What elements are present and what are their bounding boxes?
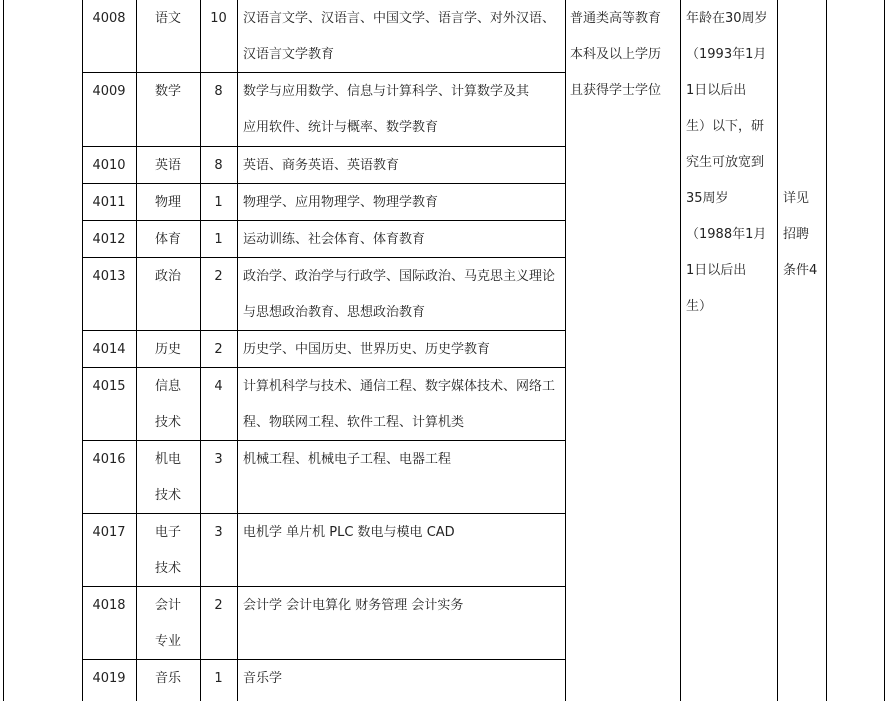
row-divider [82,146,565,147]
subject-cell: 电子 [154,525,181,540]
education-line: 且获得学士学位 [570,83,662,98]
row-divider [82,586,565,587]
other-line: 条件4 [783,263,818,278]
subject-cell: 技术 [154,415,181,430]
major-cell: 应用软件、统计与概率、数学教育 [243,120,439,135]
age-line: 35周岁 [686,191,729,206]
subject-cell: 专业 [154,634,181,649]
major-cell: 汉语言文学、汉语言、中国文学、语言学、对外汉语、 [243,11,556,26]
position-code-cell: 4018 [92,598,126,613]
major-cell: 程、物联网工程、软件工程、计算机类 [243,415,465,430]
column-divider [82,0,83,701]
subject-cell: 历史 [154,342,181,357]
headcount-cell: 8 [214,84,223,99]
headcount-cell: 4 [214,379,223,394]
major-cell: 会计学 会计电算化 财务管理 会计实务 [243,598,464,613]
major-cell: 音乐学 [243,671,283,686]
subject-cell: 会计 [154,598,181,613]
subject-cell: 英语 [154,158,181,173]
headcount-cell: 1 [214,232,223,247]
subject-cell: 技术 [154,488,181,503]
row-divider [82,440,565,441]
subject-cell: 数学 [154,84,181,99]
major-cell: 物理学、应用物理学、物理学教育 [243,195,439,210]
position-code-cell: 4015 [92,379,126,394]
column-divider [136,0,137,701]
major-cell: 历史学、中国历史、世界历史、历史学教育 [243,342,491,357]
headcount-cell: 2 [214,598,223,613]
row-divider [82,183,565,184]
row-divider [82,330,565,331]
major-cell: 汉语言文学教育 [243,47,335,62]
position-code-cell: 4014 [92,342,126,357]
headcount-cell: 8 [214,158,223,173]
subject-cell: 语文 [154,11,181,26]
headcount-cell: 2 [214,269,223,284]
age-line: 生） [686,299,713,314]
major-cell: 计算机科学与技术、通信工程、数字媒体技术、网络工 [243,379,556,394]
position-code-cell: 4012 [92,232,126,247]
age-line: （1988年1月 [686,227,767,242]
headcount-cell: 1 [214,195,223,210]
age-line: 1日以后出 [686,263,747,278]
row-divider [82,72,565,73]
column-divider [884,0,885,701]
column-divider [200,0,201,701]
column-divider [680,0,681,701]
row-divider [82,513,565,514]
major-cell: 电机学 单片机 PLC 数电与模电 CAD [243,525,455,540]
headcount-cell: 3 [214,452,223,467]
education-line: 本科及以上学历 [570,47,662,62]
age-line: 生）以下，研 [686,119,765,134]
row-divider [82,220,565,221]
position-code-cell: 4019 [92,671,126,686]
position-code-cell: 4010 [92,158,126,173]
position-code-cell: 4013 [92,269,126,284]
age-line: 1日以后出 [686,83,747,98]
subject-cell: 技术 [154,561,181,576]
subject-cell: 政治 [154,269,181,284]
row-divider [82,257,565,258]
position-code-cell: 4008 [92,11,126,26]
column-divider [237,0,238,701]
major-cell: 运动训练、社会体育、体育教育 [243,232,426,247]
subject-cell: 机电 [154,452,181,467]
row-divider [82,367,565,368]
other-line: 招聘 [783,227,810,242]
headcount-cell: 3 [214,525,223,540]
row-divider [82,659,565,660]
position-code-cell: 4011 [92,195,126,210]
headcount-cell: 10 [210,11,227,26]
age-line: （1993年1月 [686,47,767,62]
position-code-cell: 4009 [92,84,126,99]
subject-cell: 物理 [154,195,181,210]
major-cell: 与思想政治教育、思想政治教育 [243,305,426,320]
column-divider [777,0,778,701]
subject-cell: 音乐 [154,671,181,686]
age-line: 年龄在30周岁 [686,11,768,26]
table-border-left [3,0,4,701]
column-divider [565,0,566,701]
education-line: 普通类高等教育 [570,11,662,26]
major-cell: 英语、商务英语、英语教育 [243,158,400,173]
position-code-cell: 4017 [92,525,126,540]
column-divider [826,0,827,701]
major-cell: 数学与应用数学、信息与计算科学、计算数学及其 [243,84,530,99]
major-cell: 政治学、政治学与行政学、国际政治、马克思主义理论 [243,269,556,284]
subject-cell: 信息 [154,379,181,394]
other-line: 详见 [783,191,810,206]
subject-cell: 体育 [154,232,181,247]
position-code-cell: 4016 [92,452,126,467]
headcount-cell: 1 [214,671,223,686]
major-cell: 机械工程、机械电子工程、电器工程 [243,452,452,467]
headcount-cell: 2 [214,342,223,357]
age-line: 究生可放宽到 [686,155,765,170]
